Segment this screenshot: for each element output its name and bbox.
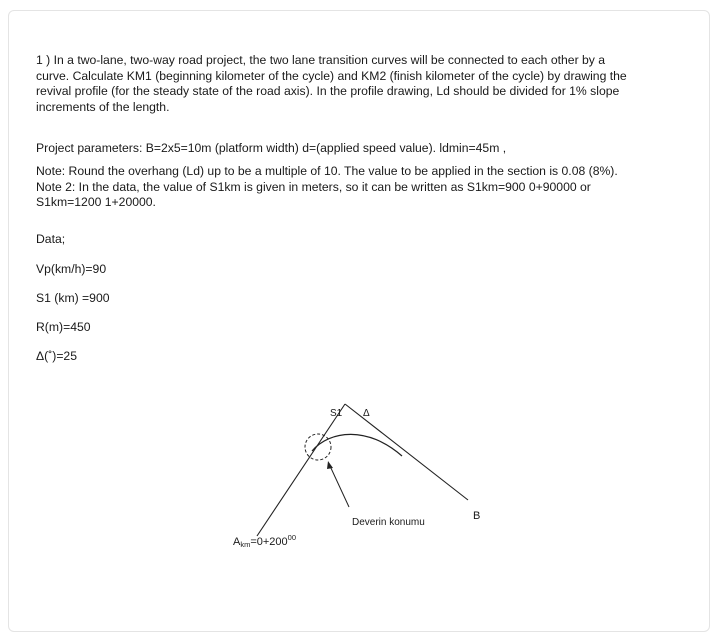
note-line-2: Note 2: In the data, the value of S1km is given in meters, so it can be written as S1km=900 0+90000 or bbox=[36, 179, 591, 194]
note-line-3: S1km=1200 1+20000. bbox=[36, 195, 156, 210]
question-line-1: 1 ) In a two-lane, two-way road project, the two lane transition curves will be connected to each other by a bbox=[36, 53, 606, 67]
deverin-arrowhead bbox=[327, 461, 333, 469]
akm-label-sub: km bbox=[240, 540, 251, 549]
note-line-1: Note: Round the overhang (Ld) up to be a multiple of 10. The value to be applied in the section is 0.08 (8%). bbox=[36, 164, 618, 178]
question-line-4: increments of the length. bbox=[36, 99, 170, 114]
data-vp: Vp(km/h)=90 bbox=[36, 262, 107, 276]
akm-label-sup: 00 bbox=[287, 533, 297, 542]
data-heading: Data; bbox=[36, 232, 66, 246]
deverin-circle bbox=[305, 434, 331, 460]
deverin-label: Deverin konumu bbox=[352, 517, 425, 528]
akm-label bbox=[233, 533, 296, 549]
b-label: B bbox=[473, 510, 481, 522]
s1-label: S1 bbox=[330, 408, 343, 419]
data-delta: Δ(˚)=25 bbox=[36, 349, 77, 363]
akm-label-value: =0+200 bbox=[250, 536, 288, 548]
question-line-2: curve. Calculate KM1 (beginning kilometer of the cycle) and KM2 (finish kilometer of the cycle) by drawing the bbox=[36, 68, 627, 83]
akm-label-main: A bbox=[233, 536, 241, 548]
deverin-arrow-line bbox=[330, 466, 349, 507]
delta-label: Δ bbox=[363, 408, 370, 419]
data-r: R(m)=450 bbox=[36, 320, 91, 334]
data-s1: S1 (km) =900 bbox=[36, 291, 110, 305]
question-line-3: revival profile (for the steady state of the road axis). In the profile drawing, Ld should be divided for 1% slope bbox=[36, 84, 620, 99]
project-parameters: Project parameters: B=2x5=10m (platform width) d=(applied speed value). ldmin=45m , bbox=[36, 141, 507, 155]
